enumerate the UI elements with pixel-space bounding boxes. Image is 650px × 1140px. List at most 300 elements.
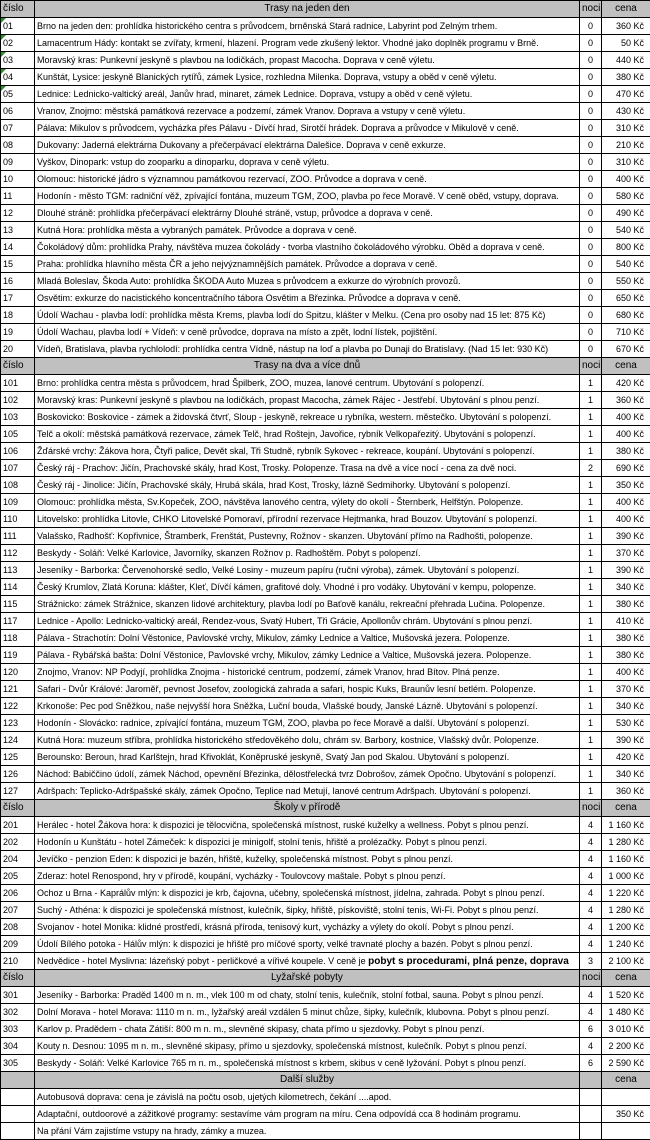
trip-number-text: 12 [3, 208, 13, 218]
nights-count: 1 [580, 783, 602, 800]
trip-number-text: 302 [3, 1007, 18, 1017]
price [602, 1123, 650, 1140]
table-row [1, 817, 650, 834]
nights-count: 4 [580, 936, 602, 953]
trip-number-text: 202 [3, 837, 18, 847]
trip-description [35, 494, 580, 511]
trip-number [1, 630, 35, 647]
trip-number-text: 111 [3, 531, 17, 541]
trip-number-text: 120 [3, 667, 18, 677]
trip-number-text: 121 [3, 684, 18, 694]
trip-description [35, 1004, 580, 1021]
table-row [1, 222, 650, 239]
empty-cell [580, 1072, 602, 1089]
price: 1 160 Kč [602, 817, 650, 834]
table-row [1, 256, 650, 273]
empty-cell [1, 1072, 35, 1089]
trip-number [1, 375, 35, 392]
nights-count: 0 [580, 188, 602, 205]
trip-number-text: 11 [3, 191, 12, 201]
table-row [1, 783, 650, 800]
nights-count: 0 [580, 256, 602, 273]
trip-number [1, 392, 35, 409]
trip-description [35, 766, 580, 783]
trip-number-text: 207 [3, 905, 18, 915]
trip-number-text: 112 [3, 548, 17, 558]
trip-description-text: Safari - Dvůr Králové: Jaroměř, pevnost Josefov, zoologická zahrada a safari, hospic Kuks, Braunův lesní betlém. Polopenze. [37, 684, 536, 694]
table-row [1, 766, 650, 783]
table-row [1, 494, 650, 511]
table-row [1, 715, 650, 732]
trip-number-text: 122 [3, 701, 18, 711]
comment-marker-icon [1, 52, 6, 57]
trip-number [1, 137, 35, 154]
trip-description [35, 477, 580, 494]
trip-number-text: 114 [3, 582, 17, 592]
trip-number-text: 123 [3, 718, 18, 728]
nights-count: 1 [580, 579, 602, 596]
trip-description-text: Znojmo, Vranov: NP Podyjí, prohlídka Znojma - historické centrum, podzemí, zámek Vranov, hrad Bítov. Plná penze. [37, 667, 500, 677]
trip-number [1, 341, 35, 358]
trip-description [35, 834, 580, 851]
price: 400 Kč [602, 664, 650, 681]
nights-count: 0 [580, 273, 602, 290]
price: 380 Kč [602, 69, 650, 86]
trip-number [1, 528, 35, 545]
table-row [1, 52, 650, 69]
section-title: Školy v přírodě [35, 800, 580, 817]
price: 1 000 Kč [602, 868, 650, 885]
trip-description-text: Hodonín u Kunštátu - hotel Zámeček: k dispozici je minigolf, stolní tenis, hřiště a prolézačky. Pobyt s plnou penzí. [37, 837, 487, 847]
trip-number [1, 732, 35, 749]
trip-description-text: Strážnicko: zámek Strážnice, skanzen lidové architektury, plavba lodí po Baťově kanálu, rekreační přehrada Lučina. Polopenze. [37, 599, 545, 609]
price: 470 Kč [602, 86, 650, 103]
service-row [1, 1106, 650, 1123]
comment-marker-icon [1, 35, 6, 40]
table-row [1, 562, 650, 579]
trip-number [1, 171, 35, 188]
price [602, 1089, 650, 1106]
price: 1 220 Kč [602, 885, 650, 902]
trip-number [1, 749, 35, 766]
column-header-price: cena [602, 970, 650, 987]
price: 540 Kč [602, 222, 650, 239]
trip-number-text: 04 [3, 72, 13, 82]
trip-number-text: 109 [3, 497, 18, 507]
nights-count: 0 [580, 205, 602, 222]
trip-description-text: Adršpach: Teplicko-Adršpašské skály, zámek Opočno, Teplice nad Metují, lanové centrum Adršpach. Ubytování s polopenzí. [37, 786, 531, 796]
trip-description-text: Náchod: Babiččino údolí, zámek Náchod, opevnění Březinka, dělostřelecká tvrz Dobrošov, zámek Opočno. Ubytování s polopenzí. [37, 769, 556, 779]
trip-description [35, 528, 580, 545]
nights-count: 0 [580, 324, 602, 341]
nights-count: 1 [580, 392, 602, 409]
trip-number [1, 987, 35, 1004]
table-row [1, 477, 650, 494]
trip-description-text: Kunštát, Lysice: jeskyně Blanických rytířů, zámek Lysice, rozhledna Milenka. Doprava, vstupy a oběd v ceně výletu. [37, 72, 497, 82]
trip-description [35, 936, 580, 953]
trip-description-text: Vídeň, Bratislava, plavba rychlolodí: prohlídka centra Vídně, nástup na loď a plavba po Dunaji do Bratislavy. (Nad 15 let: 930 Kč) [37, 344, 548, 354]
trip-number [1, 596, 35, 613]
nights-count: 4 [580, 834, 602, 851]
nights-count: 0 [580, 86, 602, 103]
nights-count: 1 [580, 494, 602, 511]
trip-description-text: Údolí Wachau - plavba lodí: prohlídka města Krems, plavba lodí do Spitzu, klášter v Melku. (Cena pro osoby nad 15 let: 875 Kč) [37, 310, 545, 320]
trip-description-text: Beskydy - Soláň: Velké Karlovice 765 m n. m., společenská místnost s krbem, skibus v ceně lyžování. Pobyt s plnou penzí. [37, 1058, 526, 1068]
table-row [1, 851, 650, 868]
trip-description [35, 188, 580, 205]
price: 2 590 Kč [602, 1055, 650, 1072]
trip-description-text: Osvětim: exkurze do nacistického koncentračního tábora Osvětim a Březinka. Průvodce a doprava v ceně. [37, 293, 461, 303]
table-row [1, 579, 650, 596]
table-row [1, 307, 650, 324]
section-header [1, 970, 650, 987]
trip-description [35, 562, 580, 579]
trip-number [1, 494, 35, 511]
table-row [1, 596, 650, 613]
trip-number [1, 579, 35, 596]
empty-cell [1, 1106, 35, 1123]
trip-description [35, 409, 580, 426]
empty-cell [580, 1089, 602, 1106]
trip-number [1, 154, 35, 171]
trip-number [1, 766, 35, 783]
price: 1 480 Kč [602, 1004, 650, 1021]
price: 1 200 Kč [602, 919, 650, 936]
trip-description [35, 171, 580, 188]
table-row [1, 987, 650, 1004]
trip-number-text: 18 [3, 310, 13, 320]
trip-number-text: 06 [3, 106, 13, 116]
trip-description-text: Suchý - Athéna: k dispozici je společenská místnost, kulečník, šipky, hřiště, pískoviště, stolní tenis, Wi-Fi. Pobyt s plnou penzí. [37, 905, 539, 915]
trip-description [35, 817, 580, 834]
table-row [1, 426, 650, 443]
table-row [1, 35, 650, 52]
trip-description [35, 868, 580, 885]
table-row [1, 341, 650, 358]
trip-description [35, 426, 580, 443]
column-header-price: cena [602, 1, 650, 18]
price: 2 200 Kč [602, 1038, 650, 1055]
nights-count: 1 [580, 732, 602, 749]
trip-description [35, 698, 580, 715]
trip-number [1, 1055, 35, 1072]
price: 2 100 Kč [602, 953, 650, 970]
trip-number [1, 18, 35, 35]
trip-description-text: Vyškov, Dinopark: vstup do zooparku a dinoparku, doprava v ceně výletu. [37, 157, 329, 167]
trip-number [1, 562, 35, 579]
price: 400 Kč [602, 426, 650, 443]
trip-number [1, 1004, 35, 1021]
trip-description-text: Hodonín - Slovácko: radnice, zpívající fontána, muzeum TGM, ZOO, plavba po řece Moravě a další. Ubytování s polopenzí. [37, 718, 529, 728]
trip-number-text: 117 [3, 616, 17, 626]
comment-marker-icon [1, 86, 6, 91]
trip-number [1, 953, 35, 970]
trip-description-text: Vranov, Znojmo: městská památková rezervace a podzemí, zámek Vranov. Doprava a vstupy v ceně výletu. [37, 106, 465, 116]
nights-count: 1 [580, 630, 602, 647]
table-row [1, 613, 650, 630]
trip-number-text: 101 [3, 378, 18, 388]
nights-count: 1 [580, 613, 602, 630]
nights-count: 1 [580, 766, 602, 783]
nights-count: 4 [580, 817, 602, 834]
trip-description-text: Lednice: Lednicko-valtický areál, Janův hrad, minaret, zámek Lednice. Doprava, vstupy a oběd v ceně výletu. [37, 89, 472, 99]
trip-description-text: Jevíčko - penzion Eden: k dispozici je bazén, hřiště, kuželky, společenská místnost. Pobyt s plnou penzí. [37, 854, 453, 864]
trip-number-text: 208 [3, 922, 18, 932]
trip-number-text: 07 [3, 123, 13, 133]
trip-description-text: Brno: prohlídka centra města s průvodcem, hrad Špilberk, ZOO, muzea, lanové centrum. Ubytování s polopenzí. [37, 378, 484, 388]
trip-description [35, 987, 580, 1004]
table-row [1, 511, 650, 528]
trip-description [35, 579, 580, 596]
trip-description-text: Dlouhé stráně: prohlídka přečerpávací elektrárny Dlouhé stráně, vstup, průvodce a doprava v ceně. [37, 208, 433, 218]
nights-count: 1 [580, 562, 602, 579]
nights-count: 1 [580, 426, 602, 443]
trip-number-text: 103 [3, 412, 18, 422]
trip-number [1, 256, 35, 273]
trip-description-text: Zderaz: hotel Renospond, hry v přírodě, koupání, vycházky - Toulovcovy maštale. Pobyt s plnou penzí. [37, 871, 446, 881]
nights-count: 1 [580, 375, 602, 392]
trip-description [35, 222, 580, 239]
trip-description-text: Litovelsko: prohlídka Litovle, CHKO Litovelské Pomoraví, přírodní rezervace Hejtmanka, hrad Bouzov. Ubytování s polopenzí. [37, 514, 537, 524]
table-row [1, 171, 650, 188]
table-row [1, 375, 650, 392]
trip-number [1, 120, 35, 137]
trip-description [35, 375, 580, 392]
trip-number [1, 477, 35, 494]
trip-description-text: Herálec - hotel Žákova hora: k dispozici je tělocvična, společenská místnost, ruské kuželky a wellness. Pobyt s plnou penzí. [37, 820, 529, 830]
trip-number-text: 102 [3, 395, 18, 405]
trip-number [1, 86, 35, 103]
trip-description-text: Olomouc: historické jádro s významnou památkovou rezervací, ZOO. Průvodce a doprava v ceně. [37, 174, 427, 184]
trip-number [1, 273, 35, 290]
trip-number-text: 304 [3, 1041, 18, 1051]
table-row [1, 205, 650, 222]
empty-cell [580, 1123, 602, 1140]
trip-number [1, 817, 35, 834]
nights-count: 4 [580, 851, 602, 868]
table-row [1, 69, 650, 86]
trip-description [35, 545, 580, 562]
trip-description [35, 103, 580, 120]
price: 360 Kč [602, 783, 650, 800]
trip-description [35, 86, 580, 103]
table-row [1, 18, 650, 35]
trip-description-text: Valašsko, Radhošť: Kopřivnice, Štramberk, Frenštát, Pustevny, Rožnov - skanzen. Ubytování přímo na Radhošti, polopenze. [37, 531, 533, 541]
price: 370 Kč [602, 545, 650, 562]
trip-description-text: Kutná Hora: muzeum stříbra, prohlídka historického středověkého dolu, chrám sv. Barbory, kostnice, Vlašský dvůr. Polopenze. [37, 735, 539, 745]
nights-count: 1 [580, 477, 602, 494]
trip-number [1, 307, 35, 324]
trip-description [35, 1021, 580, 1038]
table-row [1, 103, 650, 120]
nights-count: 1 [580, 749, 602, 766]
trip-description [35, 1055, 580, 1072]
price: 400 Kč [602, 494, 650, 511]
trip-number-text: 206 [3, 888, 18, 898]
section-header [1, 800, 650, 817]
trip-number [1, 35, 35, 52]
trip-number-text: 204 [3, 854, 18, 864]
trip-number-text: 305 [3, 1058, 18, 1068]
trip-number-text: 205 [3, 871, 18, 881]
nights-count: 0 [580, 137, 602, 154]
trip-number-text: 19 [3, 327, 13, 337]
trip-description [35, 120, 580, 137]
nights-count: 1 [580, 715, 602, 732]
table-row [1, 120, 650, 137]
trip-number [1, 698, 35, 715]
price: 710 Kč [602, 324, 650, 341]
trip-number [1, 460, 35, 477]
trip-description [35, 1038, 580, 1055]
column-header-number: číslo [1, 1, 35, 18]
column-header-number: číslo [1, 970, 35, 987]
trip-description [35, 18, 580, 35]
trip-number-text: 05 [3, 89, 13, 99]
section-header [1, 1, 650, 18]
trip-description-text: Údolí Bílého potoka - Hálův mlýn: k dispozici je hřiště pro míčové sporty, velké travnaté plochy a bazén. Pobyt s plnou penzí. [37, 939, 533, 949]
table-row [1, 732, 650, 749]
trip-number [1, 715, 35, 732]
trip-description-text: Moravský kras: Punkevní jeskyně s plavbou na lodičkách, propast Macocha, zámek Rájec - Jestřebí. Ubytování s plnou penzí. [37, 395, 539, 405]
nights-count: 4 [580, 919, 602, 936]
service-row [1, 1123, 650, 1140]
trip-description [35, 953, 580, 970]
trip-description [35, 664, 580, 681]
nights-count: 4 [580, 902, 602, 919]
trip-description [35, 154, 580, 171]
trip-description [35, 681, 580, 698]
trip-number [1, 222, 35, 239]
table-row [1, 545, 650, 562]
trip-description-text: Krkonoše: Pec pod Sněžkou, naše nejvyšší hora Sněžka, Luční bouda, Vlašské boudy, Janské Lázně. Ubytování s polopenzí. [37, 701, 538, 711]
empty-cell [1, 1089, 35, 1106]
price: 310 Kč [602, 120, 650, 137]
service-row [1, 1089, 650, 1106]
trip-description-text: Český ráj - Jinolice: Jičín, Prachovské skály, Hrubá skála, hrad Kost, Trosky, lázně Sedmihorky. Ubytování s polopenzí. [37, 480, 510, 490]
section-title: Další služby [35, 1072, 580, 1089]
price: 350 Kč [602, 477, 650, 494]
price: 210 Kč [602, 137, 650, 154]
trip-number-text: 127 [3, 786, 18, 796]
trip-description-text: Beskydy - Soláň: Velké Karlovice, Javorníky, skanzen Rožnov p. Radhoštěm. Pobyt s polopenzí. [37, 548, 421, 558]
trip-number [1, 103, 35, 120]
trip-number-text: 209 [3, 939, 18, 949]
trip-description [35, 613, 580, 630]
service-description: Autobusová doprava: cena je závislá na počtu osob, ujetých kilometrech, čekání ....apod. [35, 1089, 580, 1106]
nights-count: 1 [580, 681, 602, 698]
column-header-nights: noci [580, 358, 602, 375]
trip-description [35, 273, 580, 290]
trip-description-text: Pálava - Strachotín: Dolní Věstonice, Pavlovské vrchy, Mikulov, zámky Lednice a Valtice, Mušovská jezera. Polopenze. [37, 633, 510, 643]
trip-number-text: 113 [3, 565, 17, 575]
column-header-nights: noci [580, 970, 602, 987]
trip-number-text: 20 [3, 344, 13, 354]
trip-description-text: Telč a okolí: městská památková rezervace, zámek Telč, hrad Roštejn, Javořice, rybník Velkopařezitý. Ubytování s polopenzí. [37, 429, 536, 439]
trip-description-text: Dukovany: Jaderná elektrárna Dukovany a přečerpávací elektrárna Dalešice. Doprava v ceně exkurze. [37, 140, 446, 150]
nights-count: 0 [580, 222, 602, 239]
trip-description [35, 52, 580, 69]
trip-number-text: 118 [3, 633, 17, 643]
price: 340 Kč [602, 579, 650, 596]
nights-count: 1 [580, 647, 602, 664]
nights-count: 0 [580, 290, 602, 307]
nights-count: 0 [580, 103, 602, 120]
trip-description [35, 205, 580, 222]
trip-description [35, 256, 580, 273]
table-row [1, 86, 650, 103]
nights-count: 0 [580, 154, 602, 171]
column-header-price: cena [602, 800, 650, 817]
price: 530 Kč [602, 715, 650, 732]
trip-description [35, 341, 580, 358]
trip-number-text: 08 [3, 140, 13, 150]
table-row [1, 460, 650, 477]
price: 310 Kč [602, 154, 650, 171]
trip-description-text: Mladá Boleslav, Škoda Auto: prohlídka ŠKODA Auto Muzea s průvodcem a exkurze do výrobních provozů. [37, 276, 461, 286]
trip-number-text: 14 [3, 242, 13, 252]
table-row [1, 154, 650, 171]
price: 370 Kč [602, 681, 650, 698]
trip-number [1, 783, 35, 800]
nights-count: 0 [580, 52, 602, 69]
nights-count: 0 [580, 341, 602, 358]
trip-number [1, 681, 35, 698]
price: 430 Kč [602, 103, 650, 120]
price: 1 280 Kč [602, 834, 650, 851]
trip-description [35, 783, 580, 800]
table-row [1, 188, 650, 205]
trip-number-text: 210 [3, 956, 18, 966]
trip-description [35, 324, 580, 341]
trip-description-text: Moravský kras: Punkevní jeskyně s plavbou na lodičkách, propast Macocha. Doprava v ceně výletu. [37, 55, 435, 65]
trip-number-text: 115 [3, 599, 17, 609]
trip-description [35, 596, 580, 613]
nights-count: 0 [580, 35, 602, 52]
table-row [1, 647, 650, 664]
section-title: Lyžařské pobyty [35, 970, 580, 987]
service-description: Na přání Vám zajistíme vstupy na hrady, zámky a muzea. [35, 1123, 580, 1140]
price: 400 Kč [602, 409, 650, 426]
price: 390 Kč [602, 732, 650, 749]
nights-count: 0 [580, 120, 602, 137]
trip-number [1, 545, 35, 562]
nights-count: 2 [580, 460, 602, 477]
price: 380 Kč [602, 596, 650, 613]
trip-number-text: 303 [3, 1024, 18, 1034]
table-row [1, 953, 650, 970]
trip-number-text: 119 [3, 650, 17, 660]
trip-description-text: Brno na jeden den: prohlídka historického centra s průvodcem, brněnská Stará radnice, Labyrint pod Zelným trhem. [37, 21, 497, 31]
trip-description-text: Jeseníky - Barborka: Červenohorské sedlo, Velké Losiny - muzeum papíru (ruční výroba), zámek. Ubytování s polopenzí. [37, 565, 519, 575]
trip-number-text: 105 [3, 429, 18, 439]
trip-number-text: 09 [3, 157, 13, 167]
price: 670 Kč [602, 341, 650, 358]
nights-count: 6 [580, 1021, 602, 1038]
trip-description-text: Čokoládový dům: prohlídka Prahy, návštěva muzea čokolády - tvorba vlastního čokoládového výrobku. Oběd a doprava v ceně. [37, 242, 545, 252]
trip-number [1, 69, 35, 86]
nights-count: 4 [580, 1038, 602, 1055]
price: 420 Kč [602, 749, 650, 766]
table-row [1, 681, 650, 698]
column-header-number: číslo [1, 358, 35, 375]
trip-number [1, 664, 35, 681]
nights-count: 1 [580, 596, 602, 613]
price: 380 Kč [602, 630, 650, 647]
trip-description-text: Praha: prohlídka hlavního města ČR a jeho nejvýznamnějších památek. Průvodce a doprava v ceně. [37, 259, 437, 269]
price: 400 Kč [602, 171, 650, 188]
nights-count: 0 [580, 307, 602, 324]
